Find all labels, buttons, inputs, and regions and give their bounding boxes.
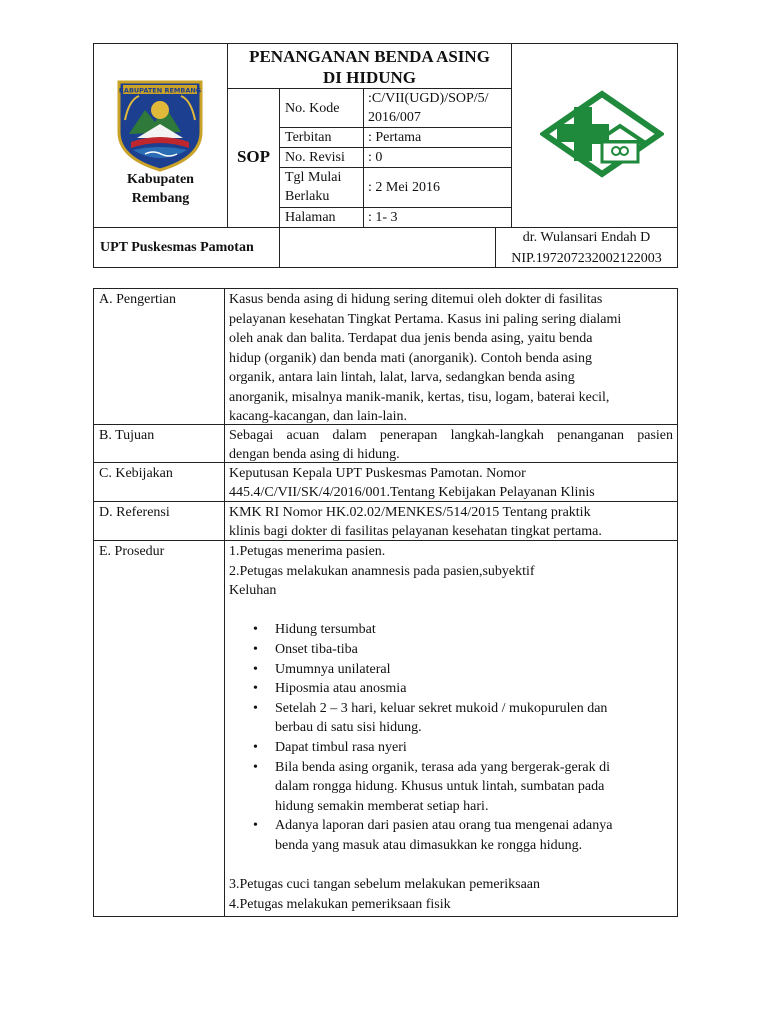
tgl-berlaku-label [285,169,341,205]
revisi-value: : 0 [368,150,383,165]
kabupaten-rembang-logo [115,80,205,172]
list-item: • Setelah 2 – 3 hari, keluar sekret mukoid / mukopurulen dan berbau di satu sisi hidung. [229,699,673,738]
document-title [228,46,511,88]
prosedur-keluhan: Keluhan [229,583,277,599]
title-line1: PENANGANAN BENDA ASING [249,47,490,66]
region-name-line2: Rembang [131,191,190,206]
prosedur-step4: 4.Petugas melakukan pemeriksaan fisik [229,896,451,912]
signer-name: dr. Wulansari Endah D [522,230,651,245]
kode-value-line1: :C/VII(UGD)/SOP/5/ [368,91,489,106]
puskesmas-logo [540,90,664,178]
section-text-tujuan [229,426,673,464]
spacer [229,601,673,621]
region-name-line1: Kabupaten [127,172,194,187]
text-line: organik, antara lain lintah, lalat, larva, sedangkan benda asing [229,370,575,385]
spacer [229,856,673,876]
section-label-kebijakan: C. Kebijakan [99,466,173,481]
text-line: Keputusan Kepala UPT Puskesmas Pamotan. Nomor [229,466,526,481]
sop-label: SOP [236,147,271,166]
text-line: Sebagai acuan dalam penerapan langkah-langkah penanganan pasien [229,428,673,443]
text-line: hidup (organik) dan benda mati (anorganik). Contoh benda asing [229,350,593,366]
terbitan-value: : Pertama [368,130,422,145]
keluhan-list [229,620,673,855]
text-line: klinis bagi dokter di fasilitas pelayanan kesehatan tingkat pertama. [229,524,602,539]
text-line: pelayanan kesehatan Tingkat Pertama. Kasus ini paling sering dialami [229,311,622,327]
revisi-label: No. Revisi [285,150,345,165]
list-item: • Hiposmia atau anosmia [229,679,673,699]
terbitan-label: Terbitan [285,130,332,145]
signer-nip: NIP.197207232002122003 [511,251,662,266]
text-line: anorganik, misalnya manik-manik, kertas, tisu, logam, baterai kecil, [229,389,610,405]
list-item: • Hidung tersumbat [229,620,673,640]
list-item: • Onset tiba-tiba [229,640,673,660]
list-item: • Bila benda asing organik, terasa ada yang bergerak-gerak di dalam rongga hidung. Khusus untuk lintah, sumbatan pada hidung semakin memberat setiap hari. [229,758,673,817]
section-text-referensi [229,503,673,541]
list-item: • Adanya laporan dari pasien atau orang tua mengenai adanya benda yang masuk atau dimasukkan ke rongga hidung. [229,816,673,855]
list-item: • Dapat timbul rasa nyeri [229,738,673,758]
halaman-label: Halaman [285,210,336,225]
unit-name: UPT Puskesmas Pamotan [100,240,254,255]
text-line: oleh anak dan balita. Terdapat dua jenis benda asing, yaitu benda [229,331,593,346]
tgl-label-line2: Berlaku [285,189,330,204]
text-line: KMK RI Nomor HK.02.02/MENKES/514/2015 Tentang praktik [229,505,591,520]
section-text-prosedur [229,542,673,914]
kode-value [368,90,489,126]
section-text-kebijakan [229,464,673,502]
text-line: dengan benda asing di hidung. [229,447,400,462]
text-line: 445.4/C/VII/SK/4/2016/001.Tentang Kebijakan Pelayanan Klinis [229,485,595,500]
tgl-berlaku-value: : 2 Mei 2016 [368,180,440,195]
prosedur-step1: 1.Petugas menerima pasien. [229,544,386,559]
prosedur-step3: 3.Petugas cuci tangan sebelum melakukan pemeriksaan [229,877,541,893]
halaman-value: : 1- 3 [368,210,398,225]
section-label-prosedur: E. Prosedur [99,544,165,559]
logo-caption: KABUPATEN REMBANG [118,86,202,95]
text-line: kacang-kacangan, dan lain-lain. [229,409,408,424]
list-item: • Umumnya unilateral [229,660,673,680]
section-label-referensi: D. Referensi [99,505,170,520]
title-line2: DI HIDUNG [322,68,417,87]
section-label-tujuan: B. Tujuan [99,428,155,443]
text-line: Kasus benda asing di hidung sering ditemui oleh dokter di fasilitas [229,292,603,307]
kode-label: No. Kode [285,101,340,116]
section-label-pengertian: A. Pengertian [99,292,176,307]
kode-value-line2: 2016/007 [368,110,421,125]
tgl-label-line1: Tgl Mulai [285,170,342,185]
section-text-pengertian [229,290,673,427]
signer-block [496,229,677,267]
prosedur-step2: 2.Petugas melakukan anamnesis pada pasien,subyektif [229,563,535,579]
